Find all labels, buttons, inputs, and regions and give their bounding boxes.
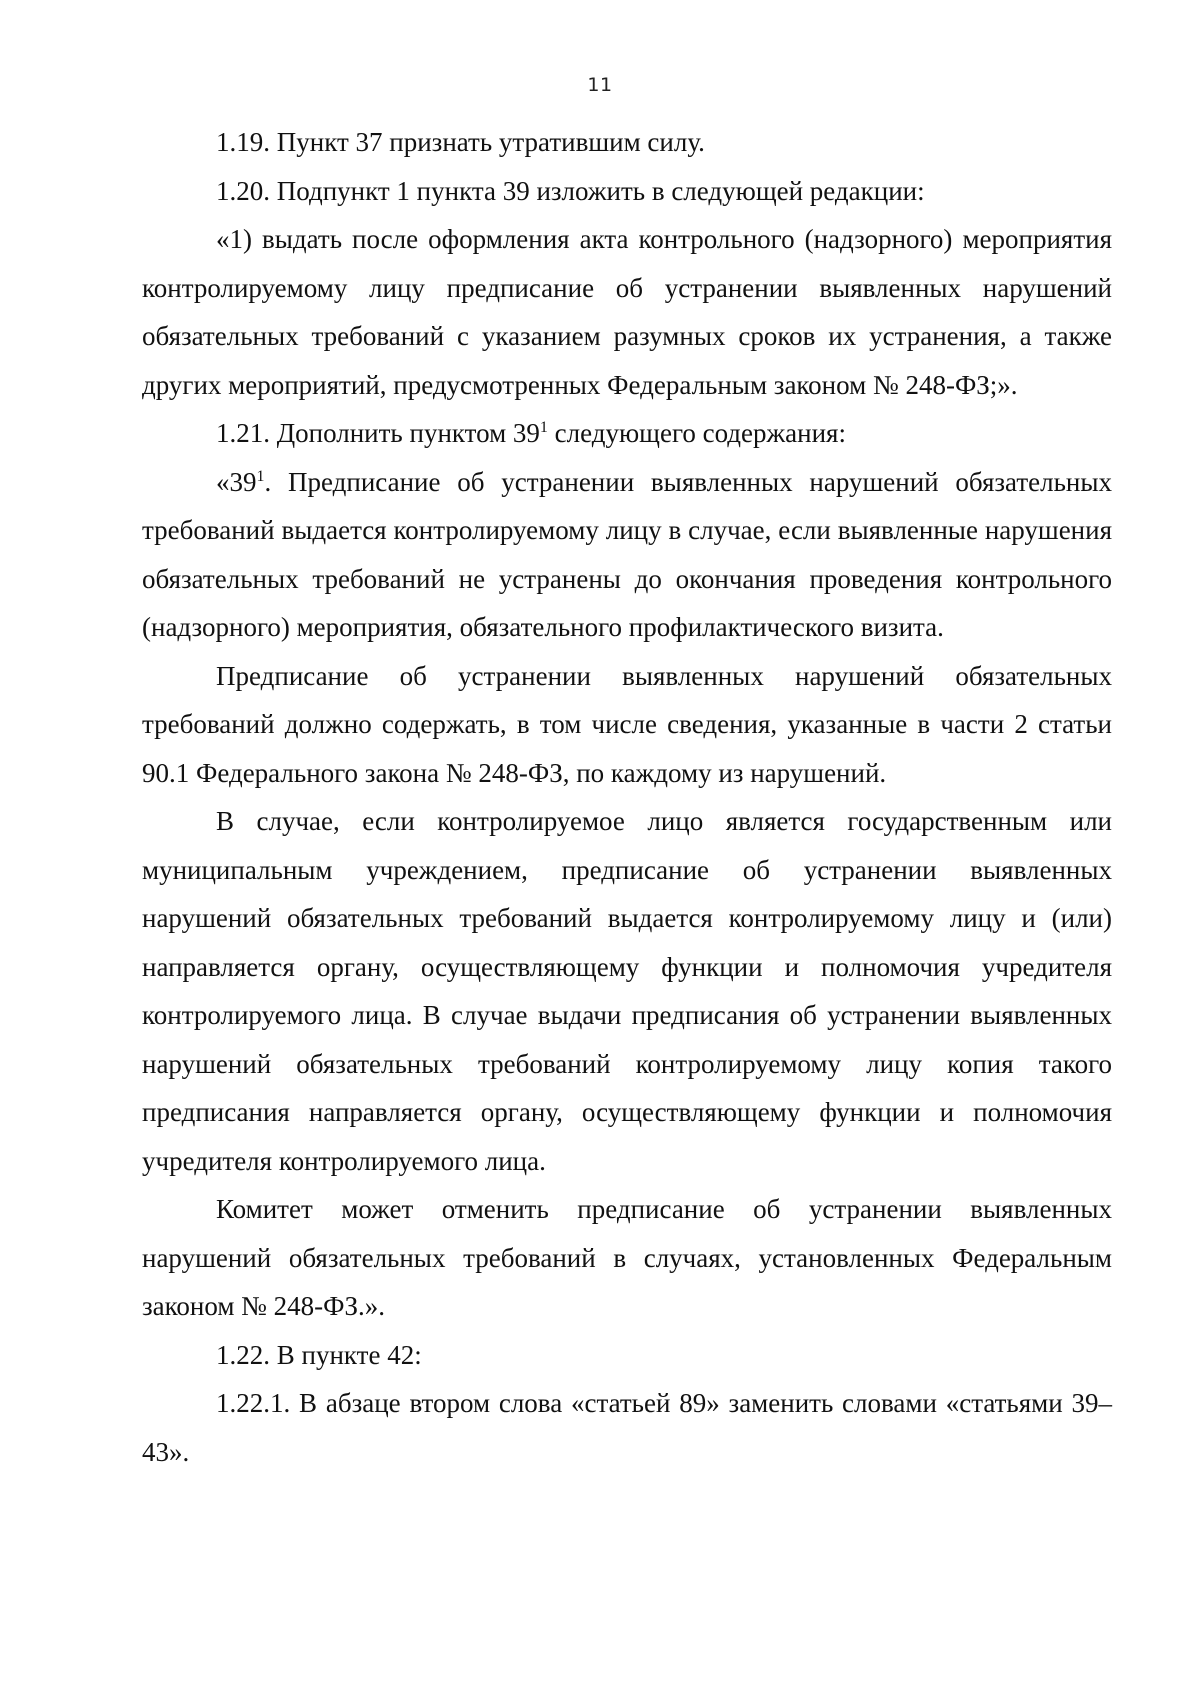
page-number: 11 [587,74,613,96]
paragraph-committee-cancel: Комитет может отменить предписание об устранении выявленных нарушений обязательных требований в случаях, установленных Федеральным законом № 248-ФЗ.». [142,1194,1112,1321]
paragraph-1-21 [142,409,1112,458]
superscript-marker: 1 [539,419,548,436]
paragraph-39-1-before: «39 [216,466,257,497]
paragraph-1-20: 1.20. Подпункт 1 пункта 39 изложить в следующей редакции: [216,175,925,206]
paragraph-subitem-1-text: «1) выдать после оформления акта контрольного (надзорного) мероприятия контролируемому лицу предписание об устранении выявленных нарушений обязательных требований с указанием разумных сроков их устранения, а также других мероприятий, предусмотренных Федеральным законом № 248-ФЗ;». [142,224,1112,400]
paragraph-39-1 [142,458,1112,652]
superscript-marker: 1 [256,467,265,485]
paragraph-1-21-before: 1.21. Дополнить пунктом 39 [216,418,540,448]
paragraph-1-22-1: 1.22.1. В абзаце втором слова «статьей 89» заменить словами «статьями 39–43». [142,1388,1112,1467]
paragraph-39-1-after: . Предписание об устранении выявленных нарушений обязательных требований выдается контролируемому лицу в случае, если выявленные нарушения обязательных требований не устранены до окончания проведения контрольного (надзорного) мероприятия, обязательного профилактического визита. [142,466,1112,642]
paragraph-state-institution: В случае, если контролируемое лицо является государственным или муниципальным учреждением, предписание об устранении выявленных нарушений обязательных требований выдается контролируемому лицу и (или) направляется органу, осуществляющему функции и полномочия учредителя контролируемого лица. В случае выдачи предписания об устранении выявленных нарушений обязательных требований контролируемому лицу копия такого предписания направляется органу, осуществляющему функции и полномочия учредителя контролируемого лица. [142,806,1112,1176]
paragraph-1-22: 1.22. В пункте 42: [216,1339,422,1370]
document-body [142,118,1112,1476]
paragraph-1-19: 1.19. Пункт 37 признать утратившим силу. [216,127,705,157]
paragraph-1-21-after: следующего содержания: [547,418,846,448]
paragraph-order-content: Предписание об устранении выявленных нарушений обязательных требований должно содержать, в том числе сведения, указанные в части 2 статьи 90.1 Федерального закона № 248-ФЗ, по каждому из нарушений. [142,660,1112,788]
